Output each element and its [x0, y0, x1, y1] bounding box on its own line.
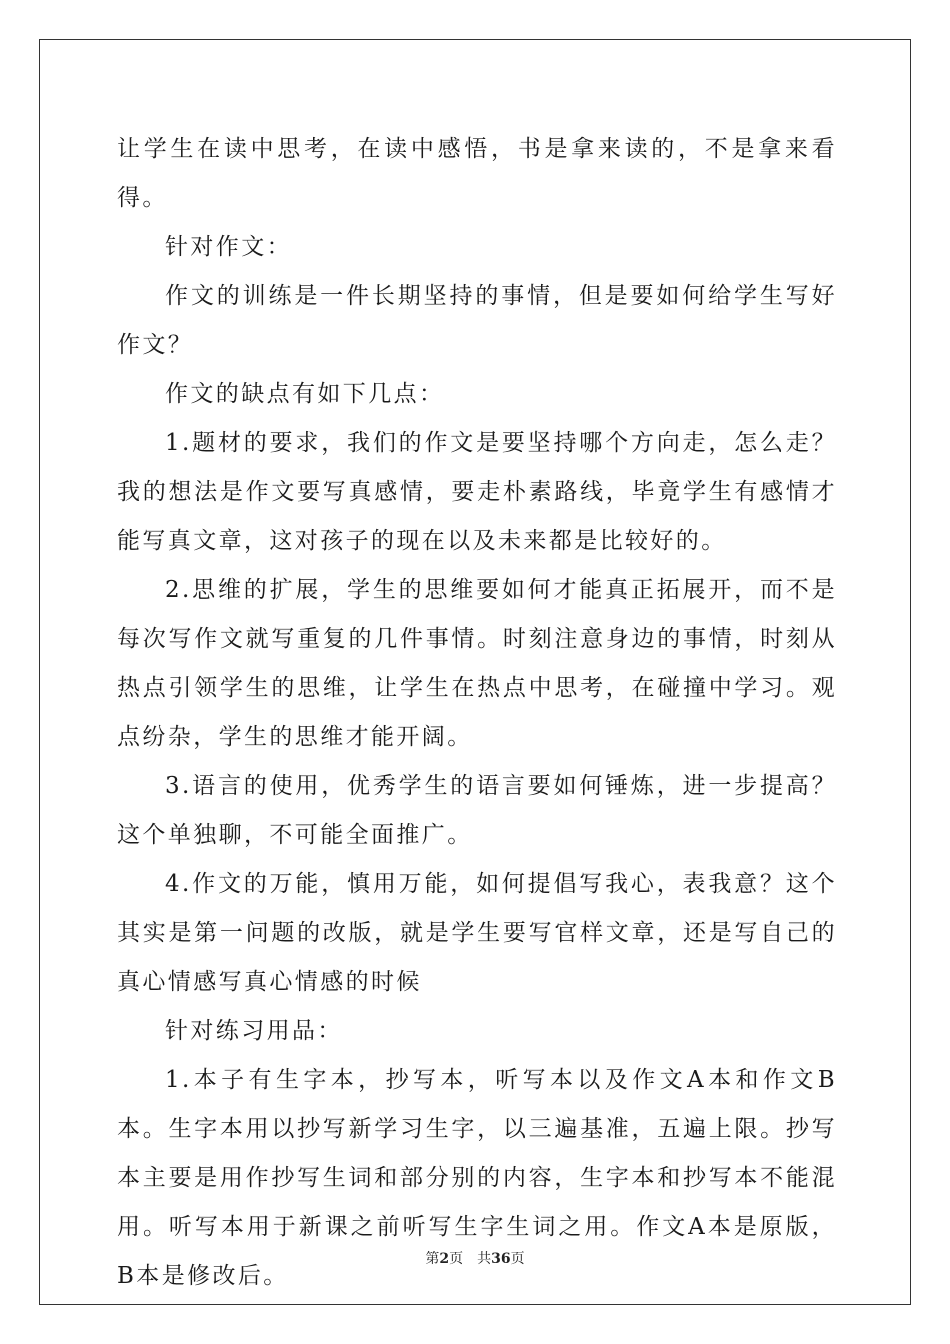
- paragraph-7: 3.语言的使用，优秀学生的语言要如何锤炼，进一步提高？这个单独聊，不可能全面推广。: [117, 773, 837, 848]
- page-suffix: 页: [449, 1251, 464, 1267]
- paragraph-9: 针对练习用品：: [165, 1018, 343, 1044]
- total-prefix: 共: [477, 1251, 492, 1267]
- paragraph-8: 4.作文的万能，慎用万能，如何提倡写我心，表我意？这个其实是第一问题的改版，就是学生要写官样文章，还是写自己的真心情感写真心情感的时候: [117, 871, 837, 995]
- paragraph-6: 2.思维的扩展，学生的思维要如何才能真正拓展开，而不是每次写作文就写重复的几件事情。时刻注意身边的事情，时刻从热点引领学生的思维，让学生在热点中思考，在碰撞中学习。观点纷杂，学生的思维才能开阔。: [117, 577, 837, 750]
- paragraph-5: 1.题材的要求，我们的作文是要坚持哪个方向走，怎么走？我的想法是作文要写真感情，要走朴素路线，毕竟学生有感情才能写真文章，这对孩子的现在以及未来都是比较好的。: [117, 430, 837, 554]
- paragraph-10: 1.本子有生字本，抄写本，听写本以及作文A本和作文B本。生字本用以抄写新学习生字，以三遍基准，五遍上限。抄写本主要是用作抄写生词和部分别的内容，生字本和抄写本不能混用。听写本用于新课之前听写生字生词之用。作文A本是原版，B本是修改后。: [117, 1067, 837, 1289]
- total-suffix: 页: [510, 1251, 525, 1267]
- paragraph-2: 针对作文：: [165, 234, 292, 260]
- paragraph-1: 让学生在读中思考，在读中感悟，书是拿来读的，不是拿来看得。: [117, 136, 837, 211]
- page-footer: [0, 1248, 950, 1268]
- page-prefix: 第: [425, 1251, 440, 1267]
- document-body: [117, 125, 837, 1301]
- paragraph-4: 作文的缺点有如下几点：: [165, 381, 445, 407]
- page-number: 2: [439, 1251, 450, 1267]
- paragraph-3: 作文的训练是一件长期坚持的事情，但是要如何给学生写好作文？: [117, 283, 837, 358]
- total-pages: 36: [491, 1251, 511, 1267]
